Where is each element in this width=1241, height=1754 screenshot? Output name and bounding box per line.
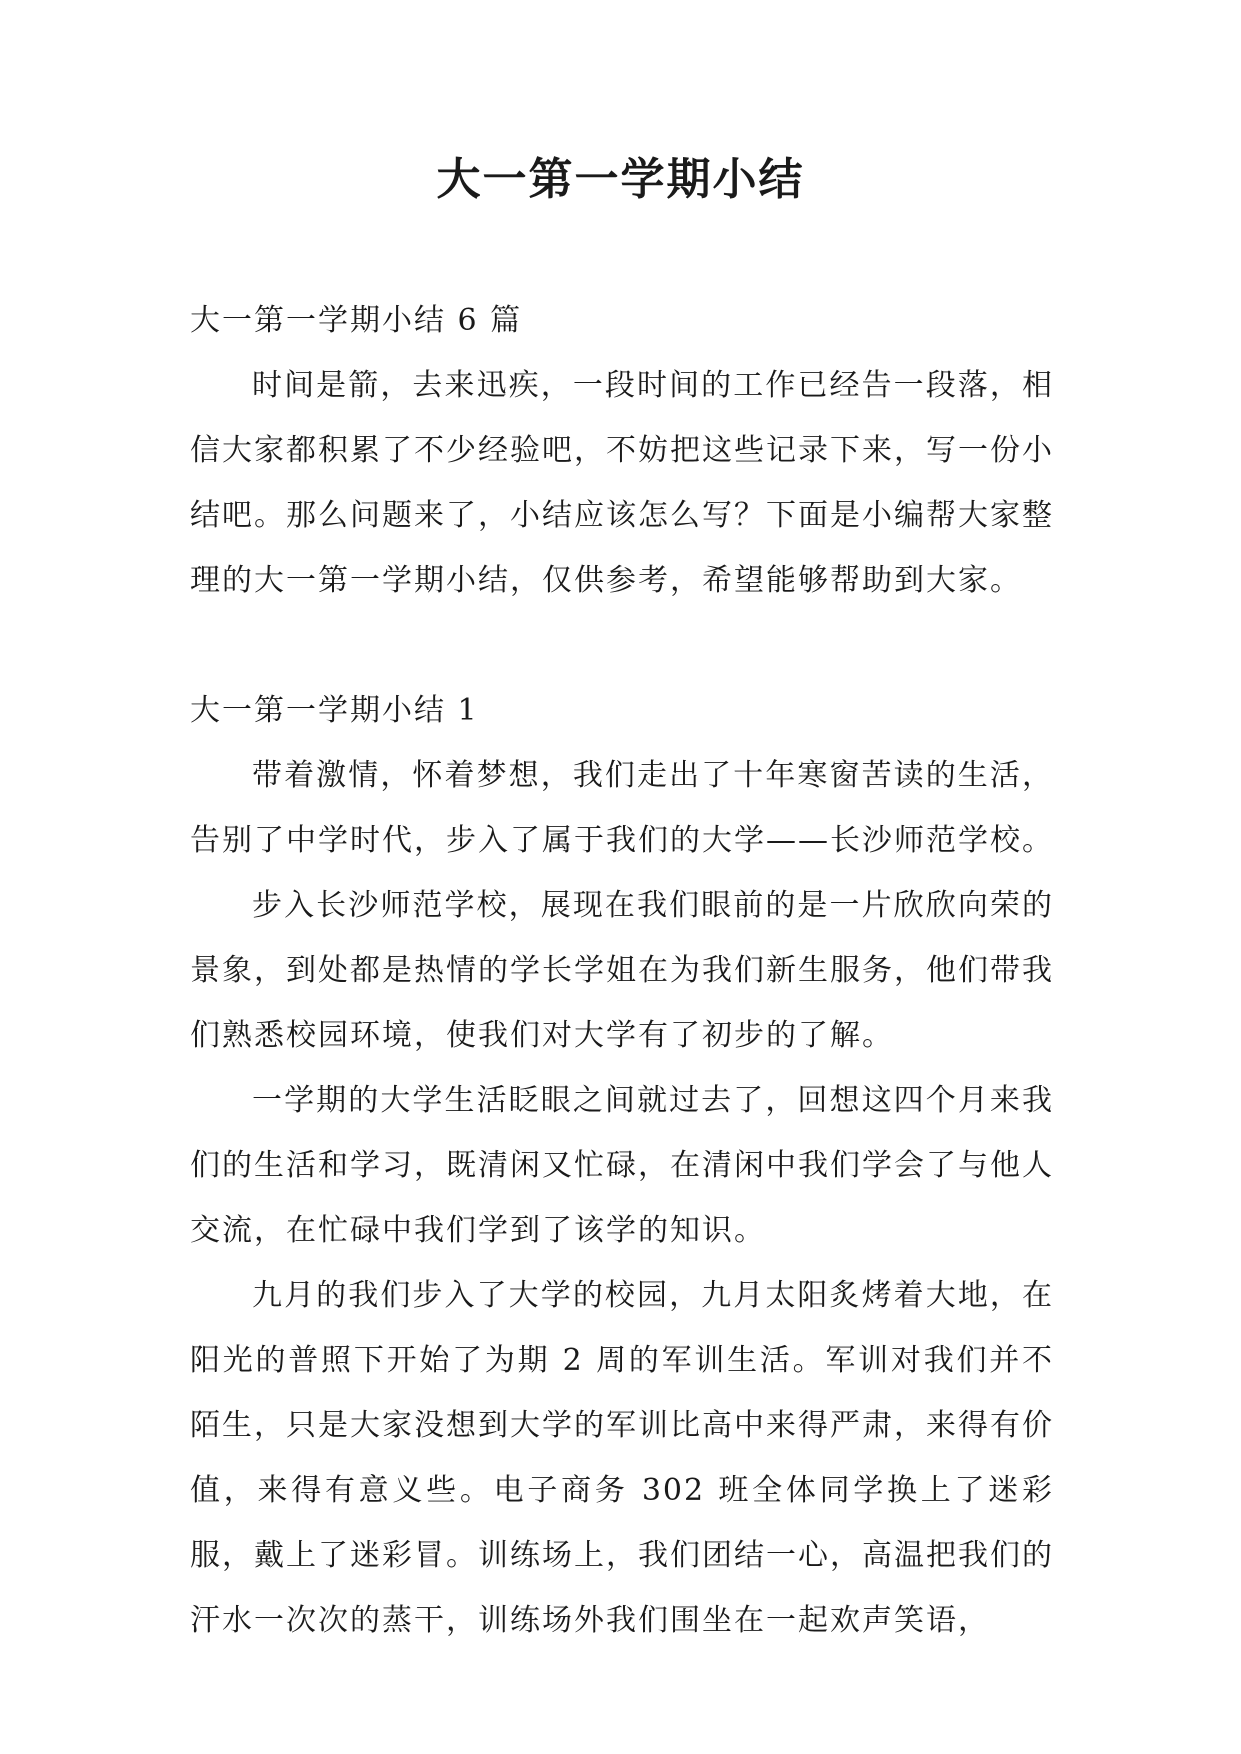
document-title: 大一第一学期小结 [436,154,805,205]
intro-paragraph: 时间是箭，去来迅疾，一段时间的工作已经告一段落，相信大家都积累了不少经验吧，不妨把这些记录下来，写一份小结吧。那么问题来了，小结应该怎么写？下面是小编帮大家整理的大一第一学期小结，仅供参考，希望能够帮助到大家。 [190,368,1054,598]
body-paragraph: 一学期的大学生活眨眼之间就过去了，回想这四个月来我们的生活和学习，既清闲又忙碌，在清闲中我们学会了与他人交流，在忙碌中我们学到了该学的知识。 [190,1083,1054,1248]
body-paragraph: 带着激情，怀着梦想，我们走出了十年寒窗苦读的生活，告别了中学时代，步入了属于我们的大学——长沙师范学校。 [190,758,1054,858]
body-paragraph: 步入长沙师范学校，展现在我们眼前的是一片欣欣向荣的景象，到处都是热情的学长学姐在为我们新生服务，他们带我们熟悉校园环境，使我们对大学有了初步的了解。 [190,888,1054,1053]
collection-heading: 大一第一学期小结 6 篇 [190,303,523,338]
body-paragraph: 九月的我们步入了大学的校园，九月太阳炙烤着大地，在阳光的普照下开始了为期 2 周的军训生活。军训对我们并不陌生，只是大家没想到大学的军训比高中来得严肃，来得有价值，来得有意义些。电子商务 302 班全体同学换上了迷彩服，戴上了迷彩冒。训练场上，我们团结一心，高温把我们的汗水一次次的蒸干，训练场外我们围坐在一起欢声笑语， [190,1278,1054,1638]
document-body [190,288,1054,1653]
section-spacer [190,613,1054,678]
section-heading: 大一第一学期小结 1 [190,693,479,728]
